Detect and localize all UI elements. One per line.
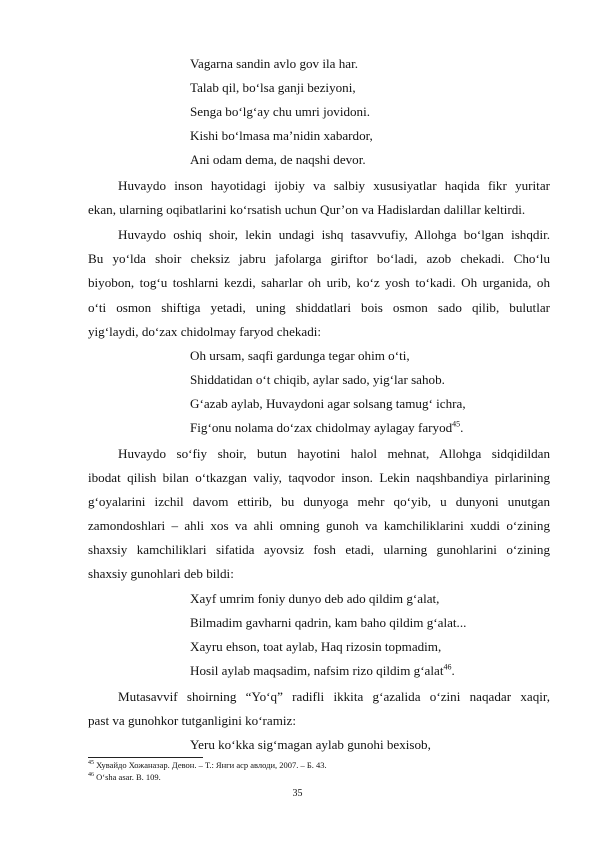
footnote-text: O‘sha asar. B. 109. bbox=[94, 772, 161, 782]
poem-line: Ani odam dema, de naqshi devor. bbox=[190, 152, 366, 167]
paragraph-line: shaxsiy kamchiliklari sifatida ayovsiz fosh etadi, ularning gunohlarini o‘zining bbox=[88, 542, 550, 557]
paragraph-line: ibodat qilish bilan o‘tkazgan valiy, taqvodor inson. Lekin naqshbandiya pirlarining bbox=[88, 470, 550, 485]
footnote-ref[interactable]: 45 bbox=[452, 420, 461, 429]
footnote-text: Хувайдо Хожаназар. Девон. – Т.: Янги аср авлоди, 2007. – Б. 43. bbox=[94, 760, 327, 770]
poem-line: Yeru ko‘kka sig‘magan aylab gunohi bexisob, bbox=[190, 737, 431, 752]
paragraph-line: zamondoshlari – ahli xos va ahli omning gunoh va kamchiliklarini xuddi o‘zining bbox=[88, 518, 550, 533]
paragraph-line: Bu yo‘lda shoir cheksiz jabru jafolarga giriftor bo‘ladi, azob chekadi. Cho‘lu bbox=[88, 251, 550, 266]
footnote bbox=[88, 760, 327, 770]
paragraph-line: ekan, ularning oqibatlarini ko‘rsatish uchun Qur’on va Hadislardan dalillar keltirdi. bbox=[88, 202, 526, 217]
poem-line: Vagarna sandin avlo gov ila har. bbox=[190, 56, 358, 71]
page-number: 35 bbox=[292, 788, 303, 799]
paragraph-line: shaxsiy gunohlari deb bildi: bbox=[88, 566, 234, 581]
poem-line: Xayf umrim foniy dunyo deb ado qildim g‘alat, bbox=[190, 591, 440, 606]
paragraph-line: Mutasavvif shoirning “Yo‘q” radifli ikkita g‘azalida o‘zini naqadar xaqir, bbox=[118, 689, 550, 704]
footnote bbox=[88, 772, 161, 782]
poem-line: Hosil aylab maqsadim, nafsim rizo qildim g‘alat$^{46}$. bbox=[190, 663, 455, 678]
footnote-ref[interactable]: 46 bbox=[443, 663, 452, 672]
poem-line-text: Fig‘onu nolama do‘zax chidolmay aylagay faryod bbox=[190, 420, 453, 435]
poem-line: Shiddatidan o‘t chiqib, aylar sado, yig‘lar sahob. bbox=[190, 372, 445, 387]
paragraph-line: Huvaydo inson hayotidagi ijobiy va salbiy xususiyatlar haqida fikr yuritar bbox=[118, 178, 550, 193]
paragraph-line: yig‘laydi, do‘zax chidolmay faryod chekadi: bbox=[88, 324, 322, 339]
poem-line: G‘azab aylab, Huvaydoni agar solsang tamug‘ ichra, bbox=[190, 396, 466, 411]
paragraph-line: g‘oyalarini izchil davom ettirib, bu dunyoga mehr qo‘yib, u dunyoni unutgan bbox=[88, 494, 550, 509]
footnote-divider bbox=[88, 757, 203, 758]
footnote-number: 46 bbox=[88, 772, 94, 779]
footnote-number: 45 bbox=[88, 760, 94, 767]
poem-line: Senga bo‘lg‘ay chu umri jovidoni. bbox=[190, 104, 371, 119]
poem-line: Talab qil, bo‘lsa ganji beziyoni, bbox=[190, 80, 356, 95]
poem-line: Kishi bo‘lmasa ma’nidin xabardor, bbox=[190, 128, 373, 143]
paragraph-line: Huvaydo oshiq shoir, lekin undagi ishq tasavvufiy, Allohga bo‘lgan ishqdir. bbox=[118, 227, 550, 242]
paragraph-line: Huvaydo so‘fiy shoir, butun hayotini halol mehnat, Allohga sidqidildan bbox=[118, 446, 550, 461]
poem-line: Bilmadim gavharni qadrin, kam baho qildim g‘alat... bbox=[190, 615, 467, 630]
poem-line: Oh ursam, saqfi gardunga tegar ohim o‘ti, bbox=[190, 348, 410, 363]
paragraph-line: biyobon, tog‘u toshlarni kezdi, saharlar oh urib, ko‘z yosh to‘kadi. Oh urganida, oh bbox=[88, 275, 550, 290]
paragraph-line: past va gunohkor tutganligini ko‘ramiz: bbox=[88, 713, 297, 728]
poem-line: Fig‘onu nolama do‘zax chidolmay aylagay faryod$^{45}$. bbox=[190, 420, 464, 435]
poem-line-text: Hosil aylab maqsadim, nafsim rizo qildim g‘alat bbox=[190, 663, 444, 678]
poem-line: Xayru ehson, toat aylab, Haq rizosin topmadim, bbox=[190, 639, 442, 654]
paragraph-line: o‘ti osmon shiftiga yetadi, uning shiddatlari bois osmon sado qilib, bulutlar bbox=[88, 300, 550, 315]
